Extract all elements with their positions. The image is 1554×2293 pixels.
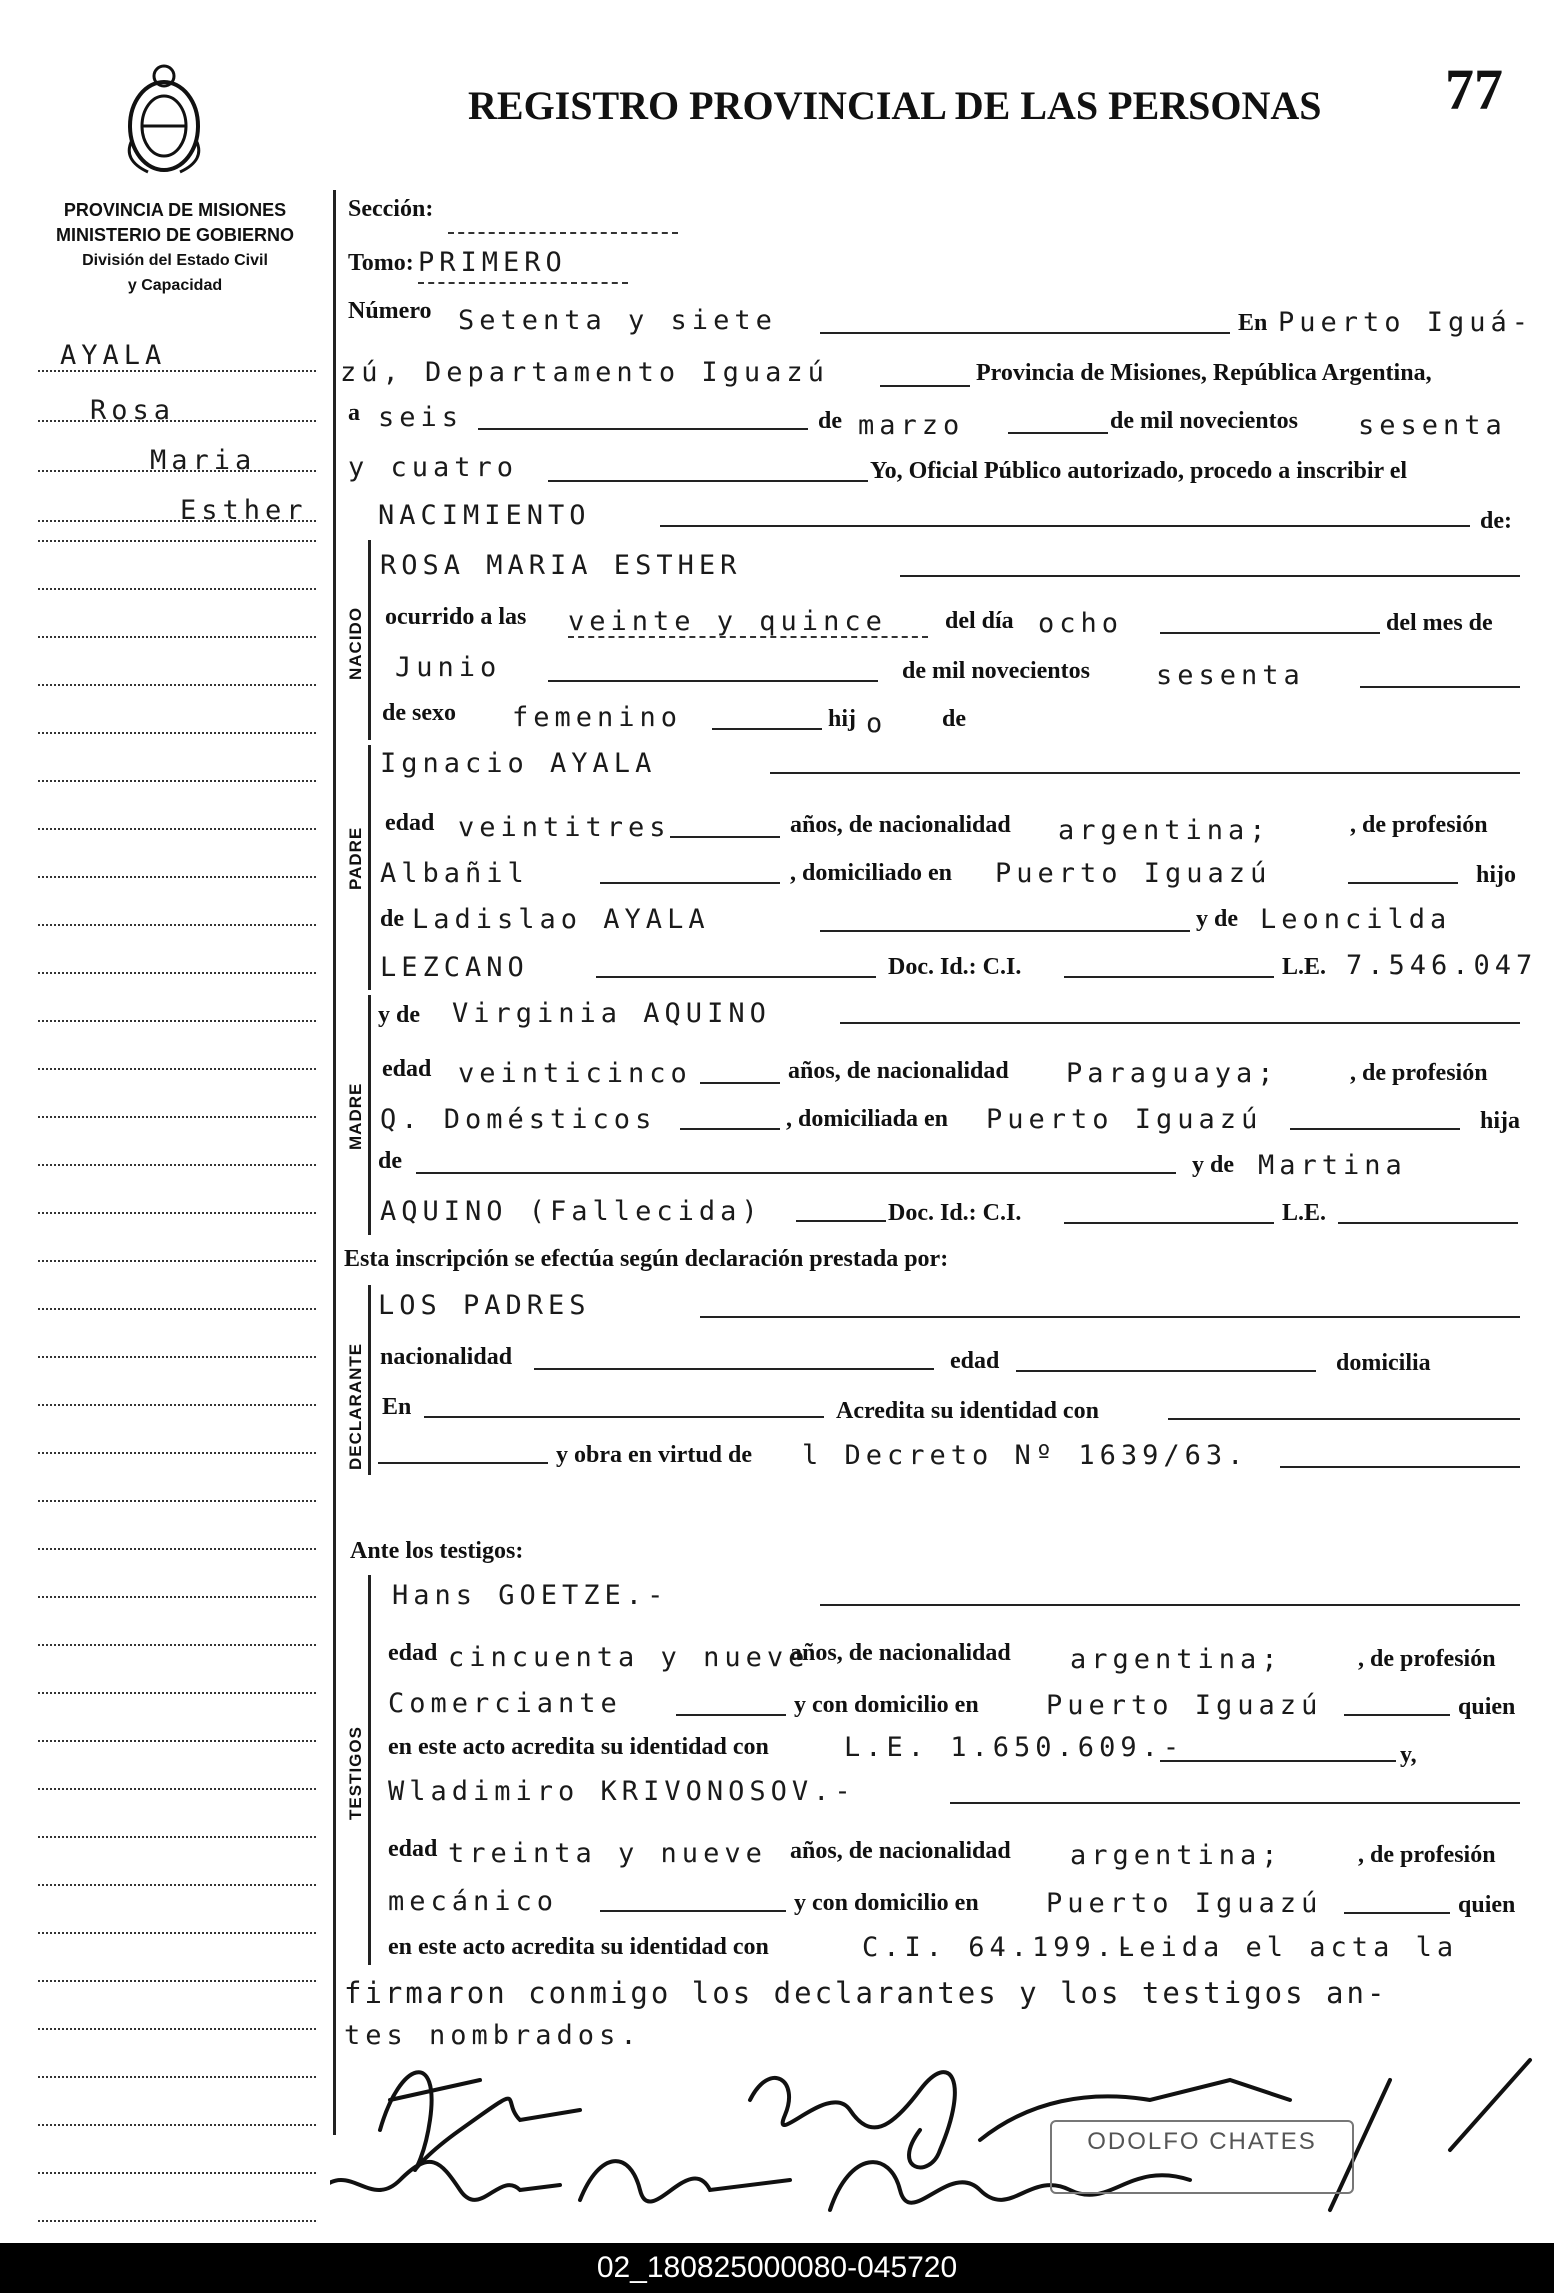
- section-declarante: DECLARANTE: [346, 1342, 365, 1470]
- sidebar-ruled-line: [38, 1884, 316, 1886]
- label-padre-profesion: , de profesión: [1350, 812, 1488, 838]
- sidebar-name-line: [38, 470, 316, 472]
- sidebar-ruled-line: [38, 2028, 316, 2030]
- sidebar-ruled-line: [38, 972, 316, 974]
- value-cierre-3: tes nombrados.: [344, 2020, 642, 2051]
- sidebar-ruled-line: [38, 1164, 316, 1166]
- line-t2-nombre: [950, 1802, 1520, 1804]
- value-acto: NACIMIENTO: [378, 500, 591, 531]
- value-hora: veinte y quince: [568, 606, 887, 637]
- section-nacido: NACIDO: [346, 606, 365, 680]
- line-decl-edad: [1016, 1370, 1316, 1372]
- line-decreto: [1280, 1466, 1520, 1468]
- section-madre: MADRE: [346, 1082, 365, 1150]
- sidebar-line-ministry: MINISTERIO DE GOBIERNO: [55, 225, 295, 245]
- value-decreto: l Decreto Nº 1639/63.: [802, 1440, 1249, 1471]
- footer-code: 02_180825000080-045720: [0, 2243, 1554, 2293]
- value-madre-nombre: Virginia AQUINO: [452, 998, 771, 1029]
- line-t1-nombre: [820, 1604, 1520, 1606]
- sidebar-ruled-line: [38, 1356, 316, 1358]
- line-lugar: [880, 385, 970, 387]
- value-tomo: PRIMERO: [418, 247, 567, 278]
- sidebar-line-division: División del Estado Civil: [82, 252, 268, 269]
- value-t1-dom: Puerto Iguazú: [1046, 1690, 1323, 1721]
- sidebar-ruled-line: [38, 828, 316, 830]
- line-decl-en: [424, 1416, 824, 1418]
- sidebar-ruled-line: [38, 2124, 316, 2126]
- line-anio-nac: [1360, 686, 1520, 688]
- line-madre-edad: [700, 1082, 780, 1084]
- sidebar-ruled-line: [38, 876, 316, 878]
- sidebar-ruled-line: [38, 1644, 316, 1646]
- line-abuela: [596, 976, 876, 978]
- line-t1-id: [1160, 1760, 1396, 1762]
- page-number: 77: [1445, 57, 1503, 122]
- value-padre-prof: Albañil: [380, 858, 529, 889]
- value-padre-le: 7.546.047: [1346, 950, 1538, 981]
- label-madre-le: L.E.: [1282, 1200, 1327, 1226]
- label-t2-edad: edad: [388, 1836, 438, 1862]
- line-t1-dom: [1344, 1714, 1450, 1716]
- value-abuela-1: Leoncilda: [1260, 904, 1452, 935]
- label-madre-edad: edad: [382, 1056, 432, 1082]
- madre-rule: [368, 995, 371, 1235]
- sidebar-ruled-line: [38, 2220, 316, 2222]
- sidebar-ruled-line: [38, 780, 316, 782]
- line-t2-dom: [1344, 1912, 1450, 1914]
- label-abuelo-de: de: [380, 906, 404, 932]
- label-abuela-y-de: y de: [1196, 906, 1238, 932]
- value-padre-edad: veintitres: [458, 812, 671, 843]
- label-decl-domicilia: domicilia: [1336, 1350, 1431, 1376]
- coat-of-arms-icon: [118, 60, 210, 180]
- label-decl-en: En: [382, 1394, 412, 1420]
- value-madre-prof: Q. Domésticos: [380, 1104, 657, 1135]
- label-ante-testigos: Ante los testigos:: [350, 1538, 524, 1564]
- sidebar-ruled-line: [38, 1404, 316, 1406]
- line-madre-nombre: [840, 1022, 1520, 1024]
- label-t2-anos: años, de nacionalidad: [790, 1838, 1011, 1864]
- sidebar-line-province: PROVINCIA DE MISIONES: [63, 200, 287, 220]
- signatures: [330, 2040, 1550, 2240]
- value-t2-nombre: Wladimiro KRIVONOSOV.-: [388, 1776, 856, 1807]
- sidebar-name-line: [38, 520, 316, 522]
- sidebar-ruled-line: [38, 1020, 316, 1022]
- sidebar-name-line: [38, 370, 316, 372]
- sidebar-ruled-line: [38, 540, 316, 542]
- value-abuela-m-1: Martina: [1258, 1150, 1407, 1181]
- label-padre-anos: años, de nacionalidad: [790, 812, 1011, 838]
- sidebar-ruled-line: [38, 732, 316, 734]
- value-abuela-m-2: AQUINO (Fallecida): [380, 1196, 763, 1227]
- value-anio-nac: sesenta: [1156, 660, 1305, 691]
- value-lugar-2: zú, Departamento Iguazú: [340, 357, 829, 388]
- sidebar-name-line: [38, 420, 316, 422]
- value-t1-nac: argentina;: [1070, 1644, 1283, 1675]
- stamp-text: ODOLFO CHATES: [1087, 2128, 1317, 2155]
- value-t2-id: C.I. 64.199.-: [862, 1932, 1139, 1963]
- label-madre-profesion: , de profesión: [1350, 1060, 1488, 1086]
- form-left-rule: [333, 190, 336, 2135]
- label-t1-y: y,: [1400, 1742, 1417, 1768]
- padre-rule: [368, 745, 371, 990]
- value-mes-nac: Junio: [395, 652, 502, 683]
- value-t1-nombre: Hans GOETZE.-: [392, 1580, 669, 1611]
- value-declarante: LOS PADRES: [378, 1290, 591, 1321]
- label-abuela-m-y-de: y de: [1192, 1152, 1234, 1178]
- sidebar-line-capacity: y Capacidad: [127, 277, 223, 294]
- value-padre-dom: Puerto Iguazú: [995, 858, 1272, 889]
- line-abuelo-m: [416, 1172, 1176, 1174]
- line-hora: [568, 636, 928, 638]
- sidebar-ruled-line: [38, 1260, 316, 1262]
- label-en: En: [1238, 310, 1268, 336]
- value-t1-prof: Comerciante: [388, 1688, 622, 1719]
- value-cierre-1: Leida el acta la: [1118, 1932, 1459, 1963]
- line-decl-nac: [534, 1368, 934, 1370]
- line-numero: [820, 332, 1230, 334]
- label-de-mil: de mil novecientos: [1110, 408, 1298, 434]
- label-hijo: hijo: [1476, 862, 1517, 888]
- sidebar-ruled-line: [38, 1308, 316, 1310]
- value-cierre-2: firmaron conmigo los declarantes y los testigos an-: [344, 1976, 1388, 2010]
- sidebar-ruled-line: [38, 1836, 316, 1838]
- label-padre-le: L.E.: [1282, 954, 1327, 980]
- label-t2-acredita: en este acto acredita su identidad con: [388, 1934, 769, 1960]
- line-padre-edad: [670, 836, 780, 838]
- label-a: a: [348, 400, 360, 426]
- label-t2-profesion: , de profesión: [1358, 1842, 1496, 1868]
- value-anio-1: sesenta: [1358, 410, 1507, 441]
- line-dia: [478, 428, 808, 430]
- label-t1-edad: edad: [388, 1640, 438, 1666]
- value-t2-dom: Puerto Iguazú: [1046, 1888, 1323, 1919]
- line-abuelo: [820, 930, 1190, 932]
- sidebar-header: [30, 198, 320, 298]
- label-t1-quien: quien: [1458, 1694, 1516, 1720]
- sidebar-name-2: Maria: [150, 445, 257, 476]
- sidebar-ruled-line: [38, 924, 316, 926]
- line-acto: [660, 525, 1470, 527]
- line-tomo: [418, 282, 628, 284]
- label-t1-anos: años, de nacionalidad: [790, 1640, 1011, 1666]
- value-t1-id: L.E. 1.650.609.-: [844, 1732, 1185, 1763]
- sidebar-ruled-line: [38, 636, 316, 638]
- sidebar-ruled-line: [38, 1980, 316, 1982]
- label-madre-anos: años, de nacionalidad: [788, 1058, 1009, 1084]
- label-numero: Número: [348, 298, 432, 324]
- label-t1-domicilio: y con domicilio en: [794, 1692, 979, 1718]
- label-t2-quien: quien: [1458, 1892, 1516, 1918]
- value-t2-nac: argentina;: [1070, 1840, 1283, 1871]
- value-anio-2: y cuatro: [348, 452, 519, 483]
- line-anio: [548, 480, 868, 482]
- line-decl-obra: [378, 1462, 548, 1464]
- line-madre-ci: [1064, 1222, 1274, 1224]
- sidebar-surname: AYALA: [60, 340, 167, 371]
- label-decl-nacionalidad: nacionalidad: [380, 1344, 513, 1370]
- line-declarante: [700, 1316, 1520, 1318]
- label-domiciliado: , domiciliado en: [790, 860, 953, 886]
- value-abuelo: Ladislao AYALA: [412, 904, 710, 935]
- line-mes: [1008, 432, 1108, 434]
- section-padre: PADRE: [346, 826, 365, 890]
- value-dia-nac: ocho: [1038, 608, 1124, 639]
- label-padre-doc: Doc. Id.: C.I.: [888, 954, 1022, 980]
- value-t2-edad: treinta y nueve: [448, 1838, 767, 1869]
- value-hij-suffix: o: [866, 708, 888, 739]
- label-decl-y-obra: y obra en virtud de: [556, 1442, 753, 1468]
- sidebar-ruled-line: [38, 1596, 316, 1598]
- value-dia: seis: [378, 402, 464, 433]
- label-tomo: Tomo:: [348, 250, 414, 276]
- label-de-colon: de:: [1480, 508, 1512, 534]
- sidebar-ruled-line: [38, 1452, 316, 1454]
- label-hij: hij: [828, 706, 857, 732]
- sidebar-ruled-line: [38, 1068, 316, 1070]
- line-t2-prof: [600, 1910, 786, 1912]
- label-hij-de: de: [942, 706, 966, 732]
- line-sexo: [712, 728, 822, 730]
- line-decl-acredita: [1168, 1418, 1520, 1420]
- label-decl-acredita: Acredita su identidad con: [836, 1398, 1099, 1424]
- value-nombre: ROSA MARIA ESTHER: [380, 550, 742, 581]
- label-madre-y-de: y de: [378, 1002, 420, 1028]
- label-seccion: Sección:: [348, 196, 434, 222]
- sidebar-ruled-line: [38, 1212, 316, 1214]
- line-nombre: [900, 575, 1520, 577]
- sidebar-ruled-line: [38, 1932, 316, 1934]
- value-madre-edad: veinticinco: [458, 1058, 692, 1089]
- sidebar-ruled-line: [38, 1692, 316, 1694]
- line-t1-prof: [676, 1714, 786, 1716]
- value-padre-nac: argentina;: [1058, 815, 1271, 846]
- line-abuela-m: [796, 1220, 886, 1222]
- sidebar-ruled-line: [38, 1788, 316, 1790]
- sidebar-ruled-line: [38, 588, 316, 590]
- value-lugar-1: Puerto Iguá-: [1278, 307, 1534, 338]
- label-decl-edad: edad: [950, 1348, 1000, 1374]
- sidebar-ruled-line: [38, 1548, 316, 1550]
- label-sexo: de sexo: [382, 700, 456, 726]
- label-yo: Yo, Oficial Público autorizado, procedo a inscribir el: [870, 458, 1408, 484]
- line-padre-dom: [1348, 882, 1458, 884]
- testigos-rule: [368, 1575, 371, 1965]
- sidebar-name-1: Rosa: [90, 395, 176, 426]
- document-title: REGISTRO PROVINCIAL DE LAS PERSONAS: [468, 83, 1322, 128]
- label-de-mes: de: [818, 408, 842, 434]
- sidebar-ruled-line: [38, 1500, 316, 1502]
- value-t2-prof: mecánico: [388, 1886, 559, 1917]
- sidebar-ruled-line: [38, 1116, 316, 1118]
- line-dia-nac: [1160, 632, 1380, 634]
- sidebar-ruled-line: [38, 684, 316, 686]
- sidebar-ruled-line: [38, 1740, 316, 1742]
- label-t1-profesion: , de profesión: [1358, 1646, 1496, 1672]
- value-sexo: femenino: [512, 702, 683, 733]
- line-padre-nombre: [770, 772, 1520, 774]
- label-domiciliada: , domiciliada en: [786, 1106, 949, 1132]
- label-esta-inscripcion: Esta inscripción se efectúa según declaración prestada por:: [344, 1246, 949, 1272]
- official-stamp: [1050, 2120, 1354, 2194]
- sidebar-name-3: Esther: [180, 495, 308, 526]
- label-hija: hija: [1480, 1108, 1521, 1134]
- line-padre-ci: [1064, 976, 1274, 978]
- section-testigos: TESTIGOS: [346, 1726, 365, 1820]
- value-madre-dom: Puerto Iguazú: [986, 1104, 1263, 1135]
- nacido-rule: [368, 540, 371, 740]
- declarante-rule: [368, 1285, 371, 1475]
- line-madre-le: [1338, 1222, 1518, 1224]
- label-de-mil-nac: de mil novecientos: [902, 658, 1090, 684]
- label-ocurrido: ocurrido a las: [385, 604, 527, 630]
- line-seccion: [448, 232, 678, 234]
- sidebar-ruled-line: [38, 2076, 316, 2078]
- label-del-dia: del día: [945, 608, 1014, 634]
- value-t1-edad: cincuenta y nueve: [448, 1642, 810, 1673]
- line-padre-prof: [600, 882, 780, 884]
- label-t2-domicilio: y con domicilio en: [794, 1890, 979, 1916]
- line-madre-prof: [680, 1128, 780, 1130]
- value-mes: marzo: [858, 410, 965, 441]
- label-del-mes: del mes de: [1386, 610, 1493, 636]
- label-padre-edad: edad: [385, 810, 435, 836]
- label-provincia: Provincia de Misiones, República Argentina,: [976, 360, 1432, 386]
- value-abuela-2: LEZCANO: [380, 952, 529, 983]
- label-madre-doc: Doc. Id.: C.I.: [888, 1200, 1022, 1226]
- label-t1-acredita: en este acto acredita su identidad con: [388, 1734, 769, 1760]
- line-mes-nac: [548, 680, 878, 682]
- label-abuela-m-de: de: [378, 1148, 402, 1174]
- value-padre-nombre: Ignacio AYALA: [380, 748, 657, 779]
- sidebar-ruled-line: [38, 2172, 316, 2174]
- value-madre-nac: Paraguaya;: [1066, 1058, 1279, 1089]
- line-madre-dom: [1290, 1128, 1460, 1130]
- value-numero: Setenta y siete: [458, 305, 777, 336]
